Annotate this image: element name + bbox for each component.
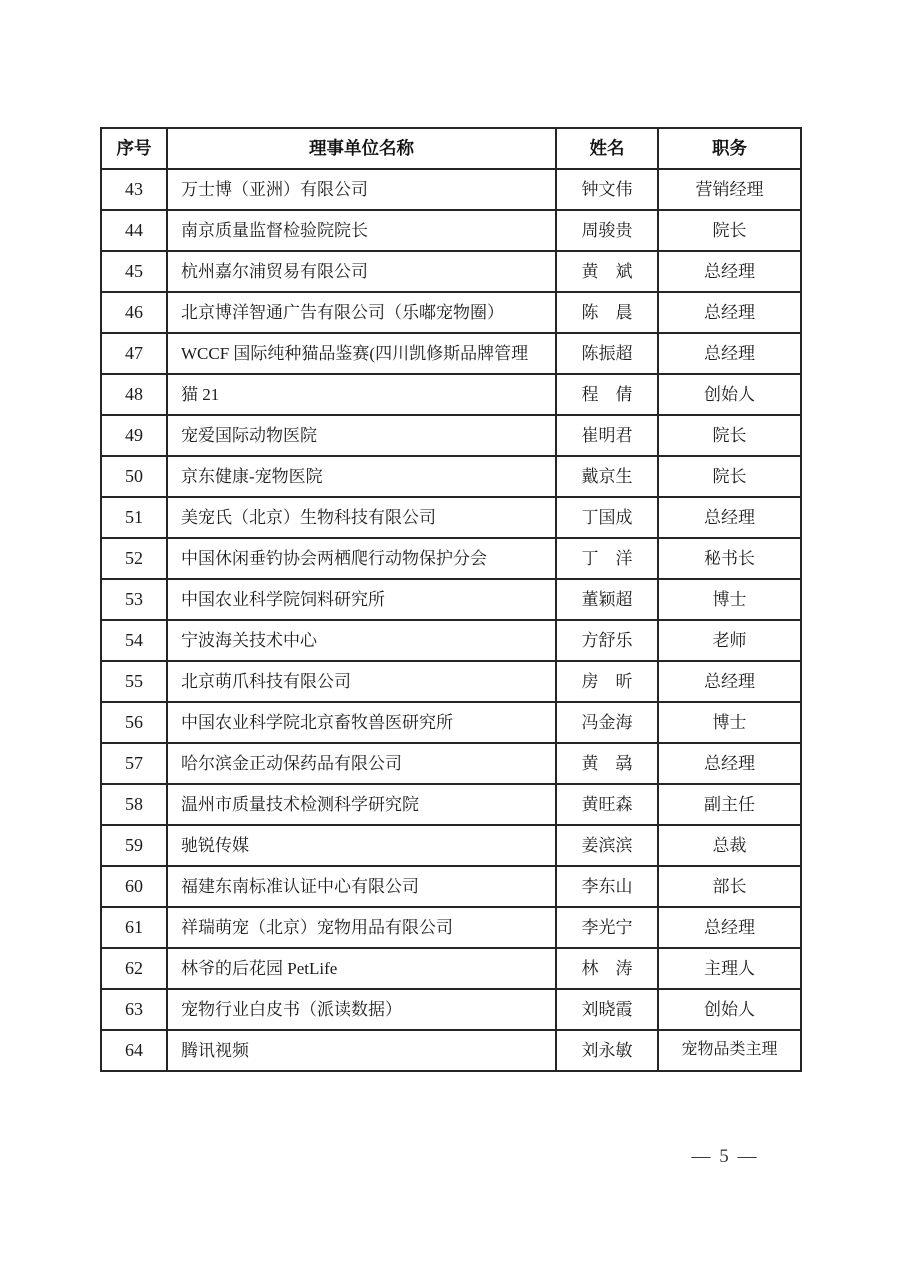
cell-position: 博士 bbox=[658, 579, 801, 620]
cell-position: 院长 bbox=[658, 210, 801, 251]
cell-organization: 宠爱国际动物医院 bbox=[167, 415, 556, 456]
table-body bbox=[101, 169, 801, 1071]
cell-index: 51 bbox=[101, 497, 167, 538]
cell-person-name: 周骏贵 bbox=[556, 210, 658, 251]
cell-index: 43 bbox=[101, 169, 167, 210]
cell-position: 总经理 bbox=[658, 743, 801, 784]
column-header-org: 理事单位名称 bbox=[167, 128, 556, 169]
cell-index: 45 bbox=[101, 251, 167, 292]
column-header-index: 序号 bbox=[101, 128, 167, 169]
council-members-table bbox=[100, 127, 802, 1072]
table-row bbox=[101, 620, 801, 661]
cell-position: 秘书长 bbox=[658, 538, 801, 579]
table-row bbox=[101, 579, 801, 620]
cell-index: 52 bbox=[101, 538, 167, 579]
cell-position: 院长 bbox=[658, 415, 801, 456]
cell-person-name: 黄 骉 bbox=[556, 743, 658, 784]
cell-organization: 腾讯视频 bbox=[167, 1030, 556, 1071]
cell-index: 56 bbox=[101, 702, 167, 743]
table-row bbox=[101, 415, 801, 456]
cell-organization: 宁波海关技术中心 bbox=[167, 620, 556, 661]
cell-organization: 宠物行业白皮书（派读数据） bbox=[167, 989, 556, 1030]
cell-index: 54 bbox=[101, 620, 167, 661]
cell-organization: 驰锐传媒 bbox=[167, 825, 556, 866]
cell-person-name: 戴京生 bbox=[556, 456, 658, 497]
cell-position: 创始人 bbox=[658, 989, 801, 1030]
table-row bbox=[101, 948, 801, 989]
cell-index: 58 bbox=[101, 784, 167, 825]
cell-person-name: 刘晓霞 bbox=[556, 989, 658, 1030]
cell-organization: 祥瑞萌宠（北京）宠物用品有限公司 bbox=[167, 907, 556, 948]
cell-person-name: 李东山 bbox=[556, 866, 658, 907]
cell-organization: 杭州嘉尔浦贸易有限公司 bbox=[167, 251, 556, 292]
cell-organization: 北京萌爪科技有限公司 bbox=[167, 661, 556, 702]
cell-index: 55 bbox=[101, 661, 167, 702]
cell-index: 57 bbox=[101, 743, 167, 784]
cell-person-name: 黄 斌 bbox=[556, 251, 658, 292]
cell-person-name: 丁国成 bbox=[556, 497, 658, 538]
cell-person-name: 刘永敏 bbox=[556, 1030, 658, 1071]
cell-index: 46 bbox=[101, 292, 167, 333]
table-row bbox=[101, 907, 801, 948]
table-row bbox=[101, 702, 801, 743]
cell-position: 总经理 bbox=[658, 497, 801, 538]
table-row bbox=[101, 538, 801, 579]
cell-index: 49 bbox=[101, 415, 167, 456]
cell-person-name: 李光宁 bbox=[556, 907, 658, 948]
cell-position: 总裁 bbox=[658, 825, 801, 866]
cell-person-name: 董颖超 bbox=[556, 579, 658, 620]
cell-position: 宠物品类主理 bbox=[658, 1030, 801, 1071]
cell-organization: 哈尔滨金正动保药品有限公司 bbox=[167, 743, 556, 784]
cell-position: 总经理 bbox=[658, 292, 801, 333]
cell-position: 院长 bbox=[658, 456, 801, 497]
cell-organization: 福建东南标准认证中心有限公司 bbox=[167, 866, 556, 907]
table-row bbox=[101, 292, 801, 333]
cell-person-name: 程 倩 bbox=[556, 374, 658, 415]
cell-person-name: 冯金海 bbox=[556, 702, 658, 743]
cell-index: 60 bbox=[101, 866, 167, 907]
cell-organization: 万士博（亚洲）有限公司 bbox=[167, 169, 556, 210]
cell-position: 主理人 bbox=[658, 948, 801, 989]
cell-index: 44 bbox=[101, 210, 167, 251]
cell-position: 部长 bbox=[658, 866, 801, 907]
table-header-row bbox=[101, 128, 801, 169]
cell-index: 48 bbox=[101, 374, 167, 415]
table-row bbox=[101, 251, 801, 292]
cell-organization: 林爷的后花园 PetLife bbox=[167, 948, 556, 989]
cell-organization: 中国休闲垂钓协会两栖爬行动物保护分会 bbox=[167, 538, 556, 579]
table-row bbox=[101, 1030, 801, 1071]
cell-position: 博士 bbox=[658, 702, 801, 743]
cell-person-name: 林 涛 bbox=[556, 948, 658, 989]
cell-person-name: 黄旺森 bbox=[556, 784, 658, 825]
cell-organization: 南京质量监督检验院院长 bbox=[167, 210, 556, 251]
cell-person-name: 陈 晨 bbox=[556, 292, 658, 333]
table-row bbox=[101, 210, 801, 251]
cell-index: 64 bbox=[101, 1030, 167, 1071]
cell-person-name: 丁 洋 bbox=[556, 538, 658, 579]
table-row bbox=[101, 825, 801, 866]
column-header-title: 职务 bbox=[658, 128, 801, 169]
cell-person-name: 方舒乐 bbox=[556, 620, 658, 661]
cell-index: 59 bbox=[101, 825, 167, 866]
cell-index: 53 bbox=[101, 579, 167, 620]
cell-index: 62 bbox=[101, 948, 167, 989]
cell-organization: 京东健康-宠物医院 bbox=[167, 456, 556, 497]
cell-position: 总经理 bbox=[658, 251, 801, 292]
table-row bbox=[101, 784, 801, 825]
cell-organization: 温州市质量技术检测科学研究院 bbox=[167, 784, 556, 825]
cell-index: 47 bbox=[101, 333, 167, 374]
cell-position: 营销经理 bbox=[658, 169, 801, 210]
cell-organization: 美宠氏（北京）生物科技有限公司 bbox=[167, 497, 556, 538]
table-row bbox=[101, 497, 801, 538]
cell-organization: 中国农业科学院北京畜牧兽医研究所 bbox=[167, 702, 556, 743]
table-row bbox=[101, 866, 801, 907]
table-row bbox=[101, 374, 801, 415]
cell-position: 副主任 bbox=[658, 784, 801, 825]
cell-organization: WCCF 国际纯种猫品鉴赛(四川凯修斯品牌管理 bbox=[167, 333, 556, 374]
table-row bbox=[101, 169, 801, 210]
cell-position: 总经理 bbox=[658, 661, 801, 702]
table-row bbox=[101, 456, 801, 497]
cell-person-name: 陈振超 bbox=[556, 333, 658, 374]
table-row bbox=[101, 989, 801, 1030]
cell-index: 63 bbox=[101, 989, 167, 1030]
cell-person-name: 房 昕 bbox=[556, 661, 658, 702]
cell-organization: 猫 21 bbox=[167, 374, 556, 415]
cell-organization: 北京博洋智通广告有限公司（乐嘟宠物圈） bbox=[167, 292, 556, 333]
table-header bbox=[101, 128, 801, 169]
cell-index: 50 bbox=[101, 456, 167, 497]
cell-index: 61 bbox=[101, 907, 167, 948]
cell-position: 总经理 bbox=[658, 907, 801, 948]
table-row bbox=[101, 333, 801, 374]
cell-person-name: 钟文伟 bbox=[556, 169, 658, 210]
cell-position: 老师 bbox=[658, 620, 801, 661]
page-number: — 5 — bbox=[691, 1146, 759, 1167]
cell-person-name: 崔明君 bbox=[556, 415, 658, 456]
column-header-name: 姓名 bbox=[556, 128, 658, 169]
cell-person-name: 姜滨滨 bbox=[556, 825, 658, 866]
table-row bbox=[101, 743, 801, 784]
table-row bbox=[101, 661, 801, 702]
cell-position: 创始人 bbox=[658, 374, 801, 415]
cell-position: 总经理 bbox=[658, 333, 801, 374]
cell-organization: 中国农业科学院饲料研究所 bbox=[167, 579, 556, 620]
